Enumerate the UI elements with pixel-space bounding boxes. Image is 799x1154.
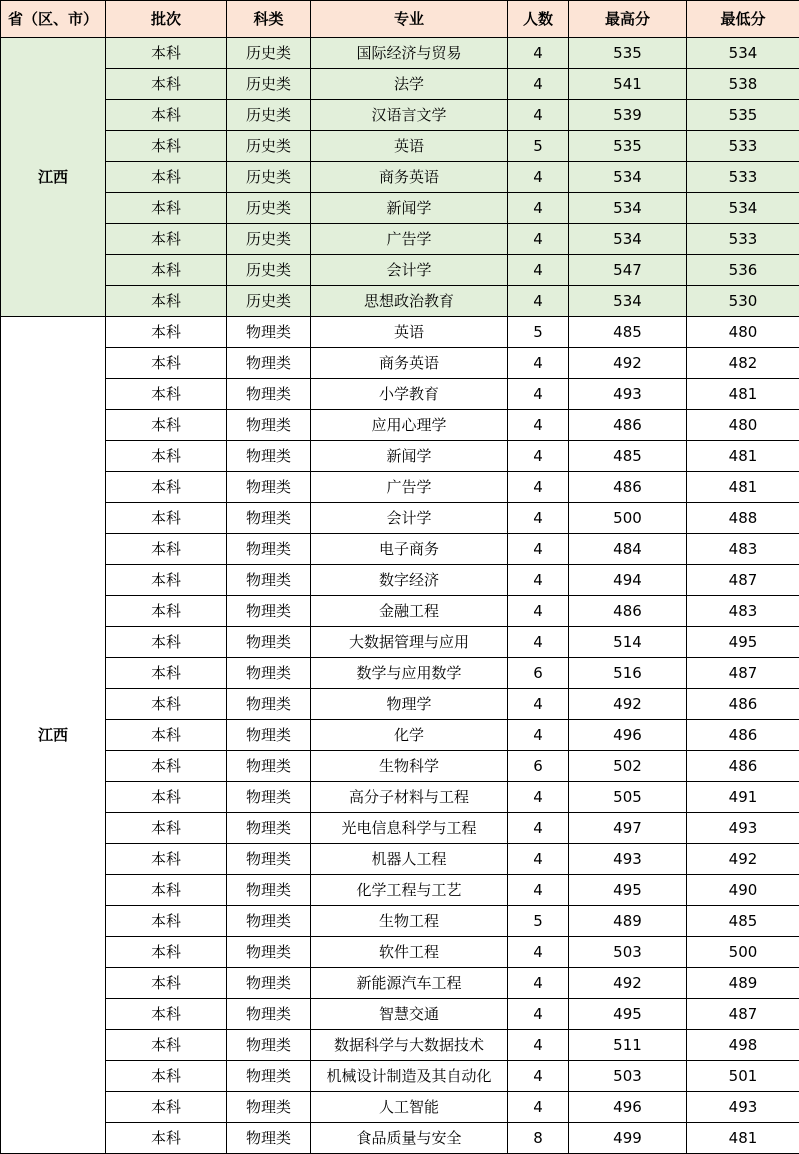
category-cell: 物理类 (227, 658, 311, 689)
table-row (1, 224, 799, 255)
batch-cell: 本科 (106, 937, 227, 968)
count-cell: 4 (508, 379, 569, 410)
header-major: 专业 (311, 1, 508, 38)
batch-cell: 本科 (106, 689, 227, 720)
major-cell: 生物工程 (311, 906, 508, 937)
max-score-cell: 500 (569, 503, 687, 534)
batch-cell: 本科 (106, 534, 227, 565)
major-cell: 生物科学 (311, 751, 508, 782)
count-cell: 4 (508, 782, 569, 813)
major-cell: 国际经济与贸易 (311, 38, 508, 69)
category-cell: 物理类 (227, 689, 311, 720)
category-cell: 物理类 (227, 937, 311, 968)
batch-cell: 本科 (106, 906, 227, 937)
batch-cell: 本科 (106, 1123, 227, 1154)
max-score-cell: 492 (569, 689, 687, 720)
category-cell: 物理类 (227, 720, 311, 751)
batch-cell: 本科 (106, 844, 227, 875)
category-cell: 物理类 (227, 782, 311, 813)
table-row (1, 410, 799, 441)
count-cell: 4 (508, 689, 569, 720)
table-row (1, 379, 799, 410)
max-score-cell: 486 (569, 472, 687, 503)
batch-cell: 本科 (106, 472, 227, 503)
min-score-cell: 482 (687, 348, 799, 379)
category-cell: 历史类 (227, 100, 311, 131)
min-score-cell: 493 (687, 1092, 799, 1123)
table-row (1, 1123, 799, 1154)
category-cell: 物理类 (227, 317, 311, 348)
table-row (1, 1061, 799, 1092)
table-row (1, 69, 799, 100)
major-cell: 机器人工程 (311, 844, 508, 875)
table-row (1, 813, 799, 844)
table-row (1, 720, 799, 751)
category-cell: 历史类 (227, 286, 311, 317)
count-cell: 4 (508, 627, 569, 658)
batch-cell: 本科 (106, 1030, 227, 1061)
min-score-cell: 501 (687, 1061, 799, 1092)
table-row (1, 1092, 799, 1123)
min-score-cell: 534 (687, 193, 799, 224)
batch-cell: 本科 (106, 162, 227, 193)
max-score-cell: 495 (569, 999, 687, 1030)
batch-cell: 本科 (106, 379, 227, 410)
table-row (1, 255, 799, 286)
count-cell: 4 (508, 844, 569, 875)
max-score-cell: 547 (569, 255, 687, 286)
batch-cell: 本科 (106, 813, 227, 844)
min-score-cell: 487 (687, 565, 799, 596)
count-cell: 4 (508, 38, 569, 69)
major-cell: 英语 (311, 131, 508, 162)
major-cell: 法学 (311, 69, 508, 100)
major-cell: 思想政治教育 (311, 286, 508, 317)
category-cell: 历史类 (227, 193, 311, 224)
major-cell: 商务英语 (311, 162, 508, 193)
count-cell: 4 (508, 534, 569, 565)
table-row (1, 968, 799, 999)
min-score-cell: 480 (687, 410, 799, 441)
count-cell: 4 (508, 1092, 569, 1123)
max-score-cell: 492 (569, 968, 687, 999)
table-row (1, 472, 799, 503)
category-cell: 物理类 (227, 1030, 311, 1061)
header-max-score: 最高分 (569, 1, 687, 38)
count-cell: 4 (508, 565, 569, 596)
max-score-cell: 516 (569, 658, 687, 689)
min-score-cell: 491 (687, 782, 799, 813)
table-row (1, 875, 799, 906)
count-cell: 4 (508, 937, 569, 968)
max-score-cell: 496 (569, 720, 687, 751)
min-score-cell: 486 (687, 720, 799, 751)
max-score-cell: 495 (569, 875, 687, 906)
max-score-cell: 497 (569, 813, 687, 844)
count-cell: 4 (508, 503, 569, 534)
count-cell: 4 (508, 999, 569, 1030)
category-cell: 物理类 (227, 565, 311, 596)
category-cell: 物理类 (227, 875, 311, 906)
max-score-cell: 485 (569, 441, 687, 472)
count-cell: 5 (508, 131, 569, 162)
batch-cell: 本科 (106, 627, 227, 658)
major-cell: 光电信息科学与工程 (311, 813, 508, 844)
category-cell: 物理类 (227, 410, 311, 441)
major-cell: 英语 (311, 317, 508, 348)
min-score-cell: 489 (687, 968, 799, 999)
min-score-cell: 487 (687, 999, 799, 1030)
max-score-cell: 489 (569, 906, 687, 937)
category-cell: 历史类 (227, 38, 311, 69)
count-cell: 4 (508, 813, 569, 844)
category-cell: 物理类 (227, 379, 311, 410)
max-score-cell: 493 (569, 379, 687, 410)
category-cell: 物理类 (227, 503, 311, 534)
count-cell: 4 (508, 720, 569, 751)
count-cell: 4 (508, 1030, 569, 1061)
table-row (1, 565, 799, 596)
major-cell: 高分子材料与工程 (311, 782, 508, 813)
max-score-cell: 505 (569, 782, 687, 813)
category-cell: 物理类 (227, 1092, 311, 1123)
category-cell: 物理类 (227, 596, 311, 627)
count-cell: 5 (508, 906, 569, 937)
count-cell: 4 (508, 1061, 569, 1092)
table-row (1, 534, 799, 565)
min-score-cell: 530 (687, 286, 799, 317)
min-score-cell: 533 (687, 224, 799, 255)
major-cell: 汉语言文学 (311, 100, 508, 131)
major-cell: 化学工程与工艺 (311, 875, 508, 906)
major-cell: 人工智能 (311, 1092, 508, 1123)
major-cell: 新闻学 (311, 441, 508, 472)
table-row (1, 782, 799, 813)
major-cell: 金融工程 (311, 596, 508, 627)
count-cell: 4 (508, 69, 569, 100)
table-row (1, 286, 799, 317)
category-cell: 物理类 (227, 844, 311, 875)
table-row (1, 627, 799, 658)
min-score-cell: 498 (687, 1030, 799, 1061)
major-cell: 化学 (311, 720, 508, 751)
table-body (1, 38, 799, 1154)
category-cell: 物理类 (227, 1123, 311, 1154)
batch-cell: 本科 (106, 658, 227, 689)
major-cell: 智慧交通 (311, 999, 508, 1030)
count-cell: 6 (508, 658, 569, 689)
major-cell: 广告学 (311, 224, 508, 255)
category-cell: 物理类 (227, 441, 311, 472)
max-score-cell: 485 (569, 317, 687, 348)
max-score-cell: 534 (569, 286, 687, 317)
min-score-cell: 538 (687, 69, 799, 100)
min-score-cell: 481 (687, 1123, 799, 1154)
min-score-cell: 485 (687, 906, 799, 937)
province-cell: 江西 (1, 38, 106, 317)
min-score-cell: 480 (687, 317, 799, 348)
max-score-cell: 484 (569, 534, 687, 565)
province-cell: 江西 (1, 317, 106, 1154)
min-score-cell: 483 (687, 596, 799, 627)
batch-cell: 本科 (106, 999, 227, 1030)
batch-cell: 本科 (106, 1092, 227, 1123)
major-cell: 数字经济 (311, 565, 508, 596)
batch-cell: 本科 (106, 100, 227, 131)
count-cell: 6 (508, 751, 569, 782)
table-row (1, 689, 799, 720)
count-cell: 4 (508, 193, 569, 224)
table-row (1, 503, 799, 534)
table-row (1, 751, 799, 782)
max-score-cell: 494 (569, 565, 687, 596)
batch-cell: 本科 (106, 69, 227, 100)
max-score-cell: 535 (569, 131, 687, 162)
table-row (1, 999, 799, 1030)
min-score-cell: 487 (687, 658, 799, 689)
major-cell: 数学与应用数学 (311, 658, 508, 689)
category-cell: 物理类 (227, 472, 311, 503)
min-score-cell: 483 (687, 534, 799, 565)
category-cell: 物理类 (227, 348, 311, 379)
count-cell: 4 (508, 441, 569, 472)
table-row (1, 317, 799, 348)
min-score-cell: 486 (687, 689, 799, 720)
major-cell: 会计学 (311, 503, 508, 534)
max-score-cell: 534 (569, 224, 687, 255)
major-cell: 机械设计制造及其自动化 (311, 1061, 508, 1092)
batch-cell: 本科 (106, 131, 227, 162)
min-score-cell: 534 (687, 38, 799, 69)
header-count: 人数 (508, 1, 569, 38)
min-score-cell: 481 (687, 379, 799, 410)
batch-cell: 本科 (106, 224, 227, 255)
table-row (1, 441, 799, 472)
header-min-score: 最低分 (687, 1, 799, 38)
max-score-cell: 503 (569, 1061, 687, 1092)
batch-cell: 本科 (106, 1061, 227, 1092)
major-cell: 应用心理学 (311, 410, 508, 441)
table-row (1, 937, 799, 968)
category-cell: 物理类 (227, 627, 311, 658)
table-row (1, 193, 799, 224)
batch-cell: 本科 (106, 255, 227, 286)
table-row (1, 162, 799, 193)
major-cell: 食品质量与安全 (311, 1123, 508, 1154)
batch-cell: 本科 (106, 751, 227, 782)
batch-cell: 本科 (106, 38, 227, 69)
count-cell: 4 (508, 162, 569, 193)
count-cell: 4 (508, 968, 569, 999)
header-batch: 批次 (106, 1, 227, 38)
min-score-cell: 500 (687, 937, 799, 968)
table-row (1, 100, 799, 131)
min-score-cell: 490 (687, 875, 799, 906)
count-cell: 4 (508, 875, 569, 906)
min-score-cell: 535 (687, 100, 799, 131)
table-row (1, 38, 799, 69)
min-score-cell: 481 (687, 441, 799, 472)
min-score-cell: 492 (687, 844, 799, 875)
major-cell: 小学教育 (311, 379, 508, 410)
table-row (1, 658, 799, 689)
max-score-cell: 499 (569, 1123, 687, 1154)
batch-cell: 本科 (106, 875, 227, 906)
count-cell: 4 (508, 224, 569, 255)
batch-cell: 本科 (106, 348, 227, 379)
major-cell: 数据科学与大数据技术 (311, 1030, 508, 1061)
count-cell: 4 (508, 348, 569, 379)
min-score-cell: 536 (687, 255, 799, 286)
max-score-cell: 541 (569, 69, 687, 100)
header-category: 科类 (227, 1, 311, 38)
min-score-cell: 533 (687, 131, 799, 162)
max-score-cell: 496 (569, 1092, 687, 1123)
count-cell: 4 (508, 100, 569, 131)
category-cell: 物理类 (227, 999, 311, 1030)
max-score-cell: 514 (569, 627, 687, 658)
header-province: 省（区、市） (1, 1, 106, 38)
max-score-cell: 539 (569, 100, 687, 131)
table-row (1, 348, 799, 379)
min-score-cell: 488 (687, 503, 799, 534)
category-cell: 物理类 (227, 813, 311, 844)
batch-cell: 本科 (106, 720, 227, 751)
category-cell: 物理类 (227, 1061, 311, 1092)
max-score-cell: 534 (569, 162, 687, 193)
table-row (1, 131, 799, 162)
table-row (1, 596, 799, 627)
count-cell: 4 (508, 286, 569, 317)
max-score-cell: 511 (569, 1030, 687, 1061)
category-cell: 历史类 (227, 131, 311, 162)
max-score-cell: 493 (569, 844, 687, 875)
category-cell: 历史类 (227, 162, 311, 193)
min-score-cell: 533 (687, 162, 799, 193)
max-score-cell: 503 (569, 937, 687, 968)
max-score-cell: 534 (569, 193, 687, 224)
count-cell: 4 (508, 596, 569, 627)
min-score-cell: 495 (687, 627, 799, 658)
category-cell: 历史类 (227, 255, 311, 286)
table-row (1, 1030, 799, 1061)
count-cell: 4 (508, 255, 569, 286)
max-score-cell: 535 (569, 38, 687, 69)
major-cell: 物理学 (311, 689, 508, 720)
count-cell: 8 (508, 1123, 569, 1154)
batch-cell: 本科 (106, 565, 227, 596)
count-cell: 4 (508, 410, 569, 441)
count-cell: 5 (508, 317, 569, 348)
major-cell: 新闻学 (311, 193, 508, 224)
batch-cell: 本科 (106, 596, 227, 627)
major-cell: 广告学 (311, 472, 508, 503)
batch-cell: 本科 (106, 782, 227, 813)
min-score-cell: 481 (687, 472, 799, 503)
category-cell: 物理类 (227, 534, 311, 565)
major-cell: 电子商务 (311, 534, 508, 565)
major-cell: 商务英语 (311, 348, 508, 379)
category-cell: 历史类 (227, 224, 311, 255)
max-score-cell: 492 (569, 348, 687, 379)
batch-cell: 本科 (106, 968, 227, 999)
min-score-cell: 486 (687, 751, 799, 782)
table-row (1, 844, 799, 875)
header-row (1, 1, 799, 38)
batch-cell: 本科 (106, 193, 227, 224)
max-score-cell: 486 (569, 410, 687, 441)
count-cell: 4 (508, 472, 569, 503)
category-cell: 历史类 (227, 69, 311, 100)
category-cell: 物理类 (227, 968, 311, 999)
min-score-cell: 493 (687, 813, 799, 844)
category-cell: 物理类 (227, 906, 311, 937)
major-cell: 大数据管理与应用 (311, 627, 508, 658)
table-row (1, 906, 799, 937)
batch-cell: 本科 (106, 286, 227, 317)
batch-cell: 本科 (106, 410, 227, 441)
max-score-cell: 502 (569, 751, 687, 782)
max-score-cell: 486 (569, 596, 687, 627)
category-cell: 物理类 (227, 751, 311, 782)
major-cell: 新能源汽车工程 (311, 968, 508, 999)
batch-cell: 本科 (106, 317, 227, 348)
batch-cell: 本科 (106, 441, 227, 472)
major-cell: 会计学 (311, 255, 508, 286)
major-cell: 软件工程 (311, 937, 508, 968)
batch-cell: 本科 (106, 503, 227, 534)
